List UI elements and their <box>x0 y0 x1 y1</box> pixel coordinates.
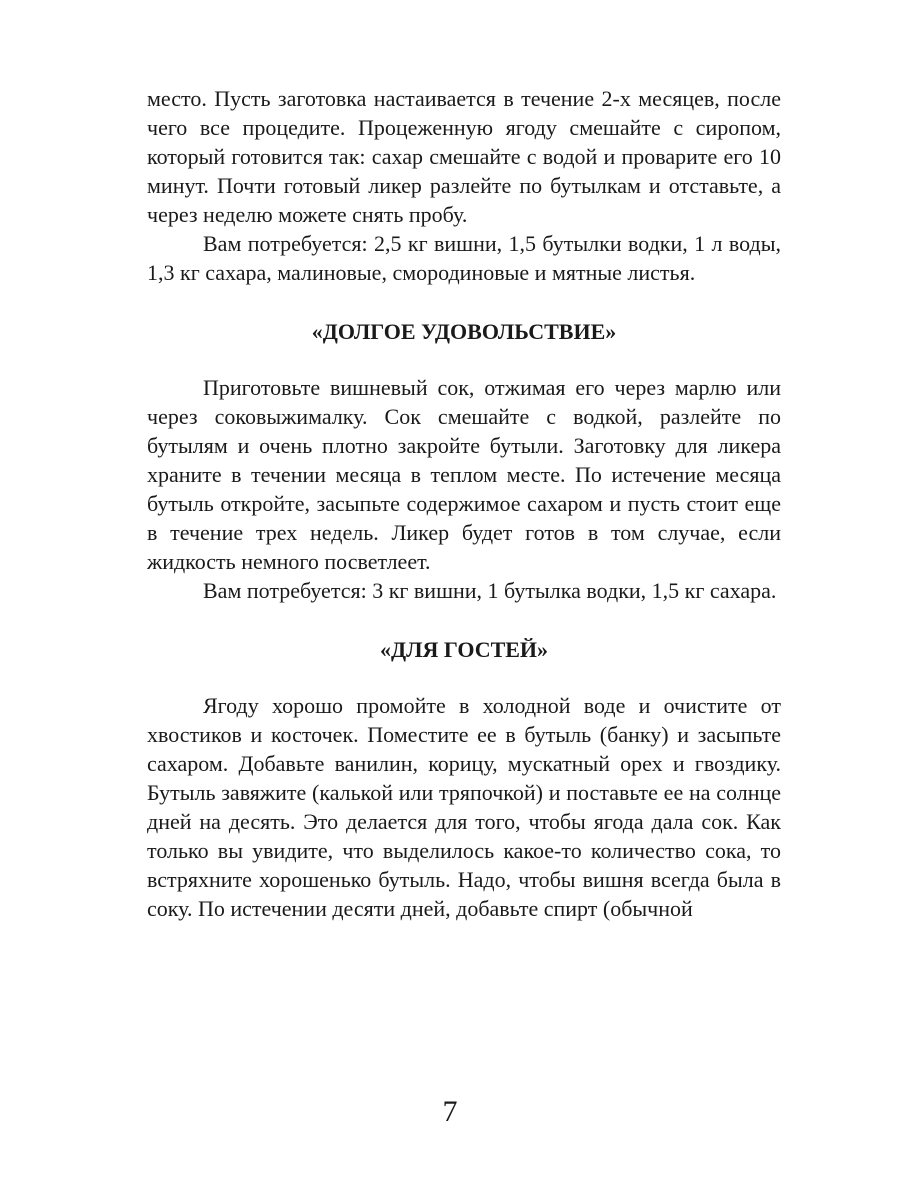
page-number: 7 <box>442 1095 458 1128</box>
for-guests-body-paragraph: Ягоду хорошо промойте в холодной воде и очистите от хвостиков и косточек. Поместите ее в бутыль (банку) и засыпьте сахаром. Добавьте ванилин, корицу, мускатный орех и гвоздику. Бутыль завяжите (калькой или тряпочкой) и поставьте ее на солнце дней на десять. Это делается для того, чтобы ягода дала сок. Как только вы увидите, что выделилось какое-то количество сока, то встряхните хорошенько бутыль. Надо, чтобы вишня всегда была в соку. По истечении десяти дней, добавьте спирт (обычной <box>147 693 781 921</box>
recipe-title-for-guests: «ДЛЯ ГОСТЕЙ» <box>379 637 549 662</box>
recipe-title-long-pleasure: «ДОЛГОЕ УДОВОЛЬСТВИЕ» <box>311 319 617 344</box>
long-pleasure-ingredients-paragraph: Вам потребуется: 3 кг вишни, 1 бутылка водки, 1,5 кг сахара. <box>203 578 777 603</box>
page-content <box>147 84 781 923</box>
intro-ingredients-paragraph: Вам потребуется: 2,5 кг вишни, 1,5 бутылки водки, 1 л воды, 1,3 кг сахара, малиновые, смородиновые и мятные листья. <box>147 231 781 285</box>
long-pleasure-body-paragraph: Приготовьте вишневый сок, отжимая его через марлю или через соковыжималку. Сок смешайте с водкой, разлейте по бутылям и очень плотно закройте бутыли. Заготовку для ликера храните в течении месяца в теплом месте. По истечение месяца бутыль откройте, засыпьте содержимое сахаром и пусть стоит еще в течение трех недель. Ликер будет готов в том случае, если жидкость немного посветлеет. <box>147 375 781 574</box>
intro-continuation-paragraph: место. Пусть заготовка настаивается в течение 2-х месяцев, после чего все процедите. Процеженную ягоду смешайте с сиропом, который готовится так: сахар смешайте с водой и проварите его 10 минут. Почти готовый ликер разлейте по бутылкам и отставьте, а через неделю можете снять пробу. <box>147 86 781 227</box>
